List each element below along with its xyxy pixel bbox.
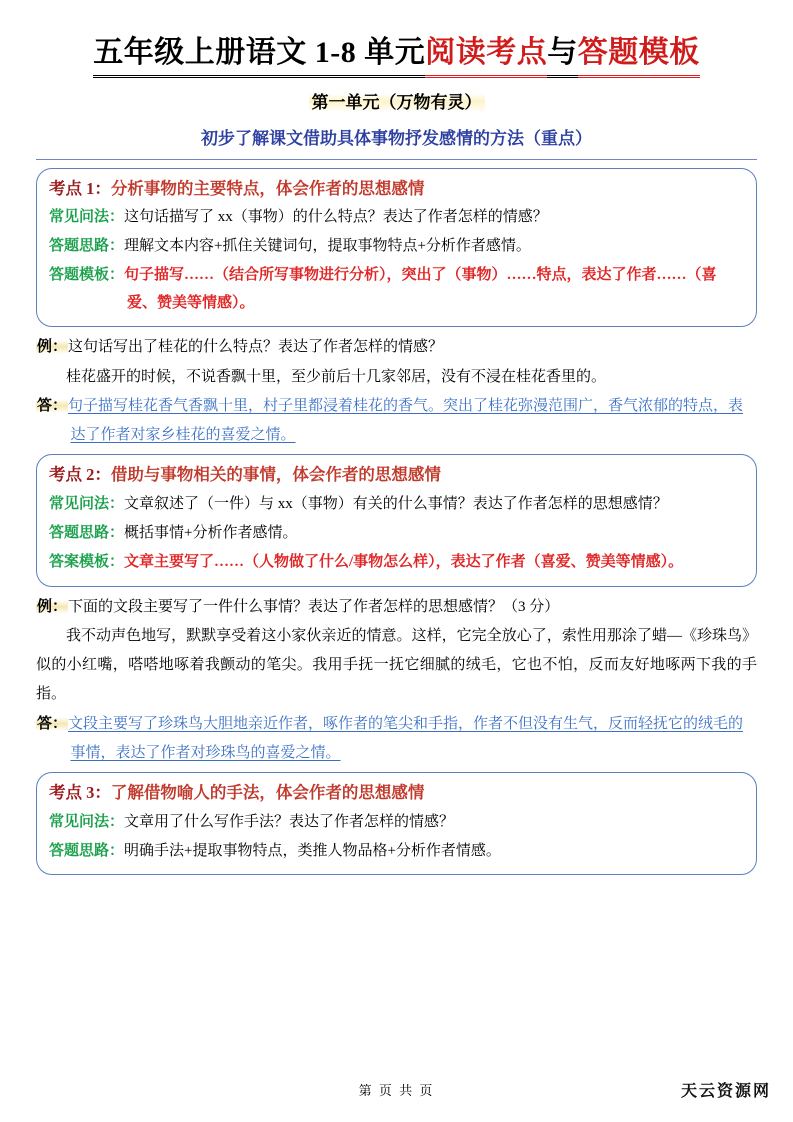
example-2 <box>36 593 757 769</box>
unit-focus-line: 初步了解课文借助具体事物抒发感情的方法（重点） <box>201 128 592 148</box>
point-3-field-approach <box>49 838 744 866</box>
example-1-answer-line <box>36 392 757 451</box>
title-segment-4: 答题模板 <box>578 34 700 78</box>
point-2-field-question <box>49 491 744 519</box>
answer-tag: 答： <box>37 715 68 732</box>
point-box-1 <box>36 168 757 328</box>
passage-text: 我不动声色地写，默默享受着这小家伙亲近的情意。这样，它完全放心了，索性用那涂了蜡似的小红嘴，嗒嗒地啄着我颤动的笔尖。我用手抚一抚它细腻的绒毛，它也不怕，反而友好地啄两下我的手指。 <box>36 627 757 703</box>
passage-text: 桂花盛开的时候，不说香飘十里，至少前后十几家邻居，没有不浸在桂花香里的。 <box>66 368 607 385</box>
field-label: 答案模板： <box>49 553 125 570</box>
example-1 <box>36 333 757 450</box>
field-label: 答题思路： <box>49 525 125 542</box>
point-number-1: 考点 1： <box>49 178 111 198</box>
point-1-field-question <box>49 204 744 232</box>
point-heading-2 <box>49 461 744 490</box>
point-number-2: 考点 2： <box>49 465 111 485</box>
field-value: 理解文本内容+抓住关键词句，提取事物特点+分析作者感情。 <box>124 238 531 255</box>
unit-title <box>36 90 757 116</box>
point-2-field-template <box>49 549 744 577</box>
watermark: 天云资源网 <box>680 1083 771 1100</box>
point-title-3: 了解借物喻人的手法，体会作者的思想感情 <box>110 783 425 803</box>
point-2-field-approach <box>49 520 744 548</box>
field-value: 明确手法+提取事物特点，类推人物品格+分析作者情感。 <box>124 842 501 859</box>
field-value: 句子描写……（结合所写事物进行分析），突出了（事物）……特点，表达了作者……（喜爱、赞美等情感）。 <box>124 266 717 311</box>
field-label: 答题思路： <box>49 842 125 859</box>
page-number: 第 页 共 页 <box>358 1083 435 1098</box>
field-label: 答题思路： <box>49 238 125 255</box>
section-divider <box>36 159 757 160</box>
example-1-passage <box>36 363 757 392</box>
field-label: 常见问法： <box>49 813 125 830</box>
title-segment-2: 阅读考点 <box>425 34 547 78</box>
title-segment-1: 五年级上册语文 1-8 单元 <box>93 34 425 78</box>
point-box-2 <box>36 454 757 586</box>
point-title-1: 分析事物的主要特点，体会作者的思想感情 <box>110 178 425 198</box>
page-title <box>36 34 757 78</box>
point-3-field-question <box>49 809 744 837</box>
example-2-answer-line <box>36 710 757 769</box>
unit-title-text: 第一单元（万物有灵） <box>309 92 485 113</box>
field-value: 文章叙述了（一件）与 xx（事物）有关的什么事情？表达了作者怎样的思想感情？ <box>124 496 668 513</box>
point-box-3 <box>36 772 757 875</box>
example-2-passage <box>36 622 757 710</box>
example-question: 下面的文段主要写了一件什么事情？表达了作者怎样的思想感情？（3 分） <box>68 598 560 615</box>
field-label: 答题模板： <box>49 266 125 283</box>
answer-text: 文段主要写了珍珠鸟大胆地亲近作者，啄作者的笔尖和手指，作者不但没有生气，反而轻抚它的绒毛的事情，表达了作者对珍珠鸟的喜爱之情。 <box>68 715 744 761</box>
example-2-question-line <box>36 593 757 622</box>
field-value: 概括事情+分析作者感情。 <box>124 525 298 542</box>
example-tag: 例： <box>37 598 68 615</box>
field-value: 文章用了什么写作手法？表达了作者怎样的情感？ <box>124 813 455 830</box>
example-tag: 例： <box>37 339 68 356</box>
passage-source: —《珍珠鸟》 <box>666 627 757 644</box>
point-heading-1 <box>49 175 744 204</box>
page-footer <box>0 1076 793 1110</box>
answer-text: 句子描写桂花香气香飘十里，村子里都浸着桂花的香气。突出了桂花弥漫范围广，香气浓郁的特点，表达了作者对家乡桂花的喜爱之情。 <box>68 397 744 444</box>
answer-tag: 答： <box>37 397 68 414</box>
point-heading-3 <box>49 779 744 808</box>
example-1-question-line <box>36 333 757 362</box>
field-label: 常见问法： <box>49 209 125 226</box>
point-1-field-template <box>49 262 744 318</box>
point-title-2: 借助与事物相关的事情，体会作者的思想感情 <box>110 465 441 485</box>
example-question: 这句话写出了桂花的什么特点？表达了作者怎样的情感？ <box>68 339 444 356</box>
point-1-field-approach <box>49 233 744 261</box>
field-value: 文章主要写了……（人物做了什么/事物怎么样），表达了作者（喜爱、赞美等情感）。 <box>124 553 684 570</box>
field-label: 常见问法： <box>49 496 125 513</box>
title-segment-3: 与 <box>547 34 578 78</box>
field-value: 这句话描写了 xx（事物）的什么特点？表达了作者怎样的情感？ <box>124 209 548 226</box>
point-number-3: 考点 3： <box>49 783 111 803</box>
